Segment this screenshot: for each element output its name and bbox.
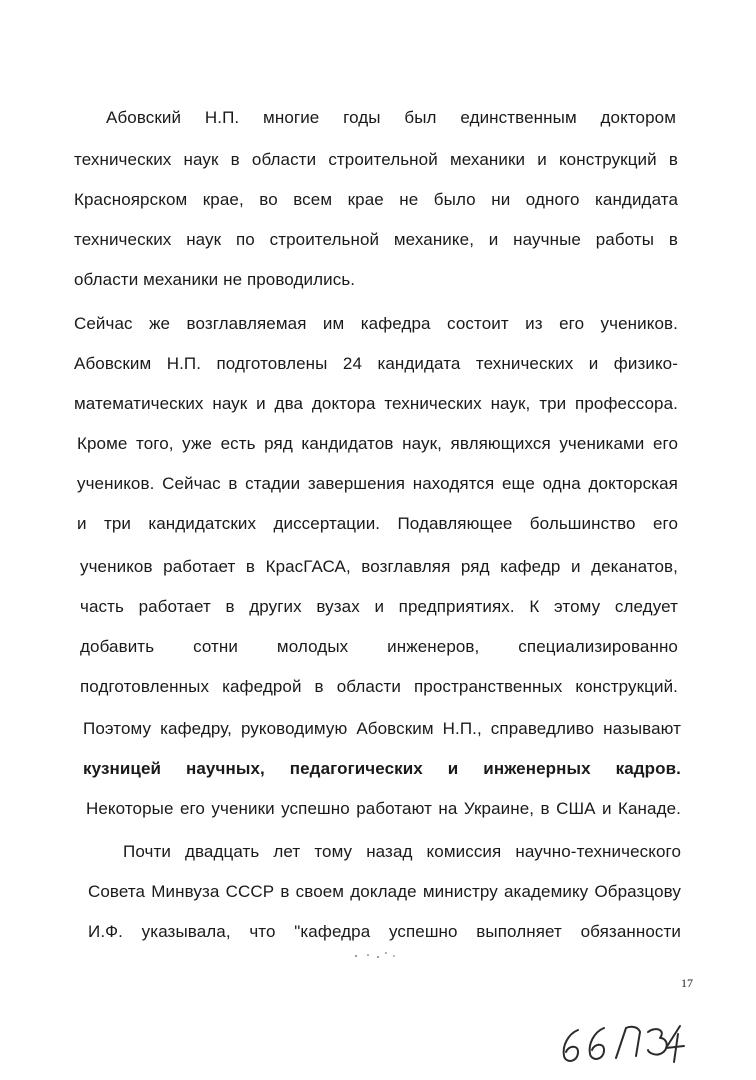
text-line: и три кандидатских диссертации. Подавляющее большинство его: [77, 514, 678, 533]
page-number: 17: [681, 976, 693, 990]
text-line: Почти двадцать лет тому назад комиссия научно-технического: [123, 842, 681, 861]
text-line-bold-phrase: кузницей научных, педагогических и инженерных кадров.: [83, 759, 681, 778]
text-line: добавить сотни молодых инженеров, специализированно: [80, 637, 678, 656]
handwritten-inventory-number: [556, 1020, 686, 1068]
text-line: Совета Минвуза СССР в своем докладе министру академику Образцову: [88, 882, 681, 901]
text-line: Красноярском крае, во всем крае не было ни одного кандидата: [74, 190, 678, 209]
text-line: Сейчас же возглавляемая им кафедра состоит из его учеников.: [74, 314, 678, 333]
text-line: Кроме того, уже есть ряд кандидатов наук, являющихся учениками его: [77, 434, 678, 453]
text-line: часть работает в других вузах и предприятиях. К этому следует: [80, 597, 678, 616]
text-line: технических наук по строительной механике, и научные работы в: [74, 230, 678, 249]
text-line: области механики не проводились.: [74, 270, 356, 289]
text-line: технических наук в области строительной механики и конструкций в: [74, 150, 678, 169]
text-line: Абовский Н.П. многие годы был единственным доктором: [106, 108, 676, 127]
text-line: Абовским Н.П. подготовлены 24 кандидата технических и физико-: [74, 354, 678, 373]
text-line: учеников. Сейчас в стадии завершения находятся еще одна докторская: [77, 474, 678, 493]
text-line: математических наук и два доктора технических наук, три профессора.: [74, 394, 678, 413]
scan-specks: [352, 950, 400, 960]
text-line: подготовленных кафедрой в области пространственных конструкций.: [80, 677, 678, 696]
text-line: И.Ф. указывала, что "кафедра успешно выполняет обязанности: [88, 922, 681, 941]
text-line: Поэтому кафедру, руководимую Абовским Н.П., справедливо называют: [83, 719, 681, 738]
text-line: Некоторые его ученики успешно работают на Украине, в США и Канаде.: [86, 799, 681, 818]
text-line: учеников работает в КрасГАСА, возглавляя ряд кафедр и деканатов,: [80, 557, 678, 576]
